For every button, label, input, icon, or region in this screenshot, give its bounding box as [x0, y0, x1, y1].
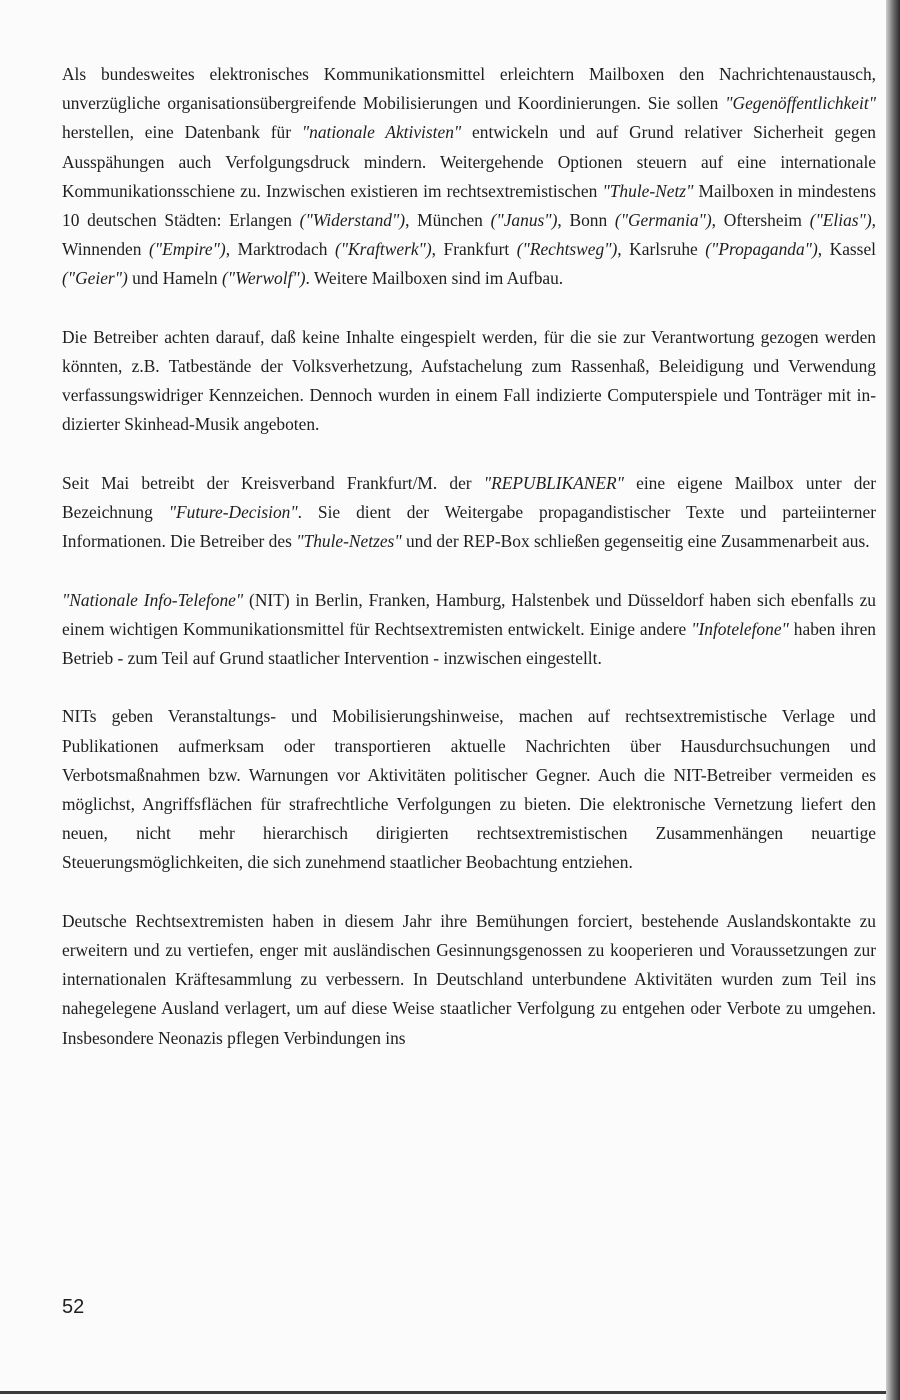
text-run: Mailboxen in mindestens 10 deutschen Städten: Erlangen [62, 180, 876, 231]
text-run: Deutsche Rechtsextremisten haben in diesem Jahr ihre Bemühungen forciert, bestehende Auslandskontakte zu erweitern und zu vertiefen, enger mit ausländischen Gesinnungsgenossen zu kooperieren und Voraussetzungen zur internationalen Kräftesammlung zu verbessern. In Deutschland unterbundene Aktivitäten wurden zum Teil ins nahegelegene Ausland verlagert, um auf diese Weise staatlicher Verfolgung zu entgehen oder Verbote zu umgehen. Insbesondere Neonazis pflegen Verbindungen ins [62, 910, 876, 1048]
paragraph [62, 702, 876, 877]
italic-text: "nationale Aktivisten" [301, 122, 462, 143]
italic-text: "Thule-Netz" [602, 180, 694, 201]
text-run: (NIT) in Berlin, Franken, Hamburg, Halstenbek und Düsseldorf haben sich ebenfalls zu einem wichtigen Kommunikationsmittel für Rechtsextremisten entwickelt. Einige andere [62, 589, 876, 639]
text-run: . Sie dient der Weitergabe propagandistischer Texte und parteiinterner Informationen. Die Betreiber des [62, 502, 876, 552]
text-run: entwickeln und auf Grund relativer Sicherheit gegen Ausspähungen auch Verfolgungsdruck mindern. Weitergehende Optionen steuern auf eine internationale Kommunikationsschiene zu. Inzwischen existieren im rechtsextremistischen [62, 122, 876, 201]
page-number: 52 [62, 1296, 85, 1318]
italic-text: ("Propaganda") [705, 239, 818, 260]
text-run: Seit Mai betreibt der Kreisverband Frankfurt/M. der [62, 472, 484, 493]
italic-text: "Future-Decision" [168, 502, 298, 523]
italic-text: ("Rechtsweg") [516, 239, 618, 260]
text-run: , Marktrodach [225, 239, 335, 260]
italic-text: ("Kraftwerk") [334, 239, 432, 260]
italic-text: "Thule-Netzes" [296, 531, 402, 552]
text-run: , Karlsruhe [617, 239, 706, 260]
italic-text: "REPUBLIKANER" [483, 472, 624, 493]
text-run: , Kassel [817, 239, 876, 260]
italic-text: ("Germania") [614, 210, 712, 231]
text-run: , Bonn [557, 210, 615, 231]
italic-text: ("Werwolf") [221, 268, 306, 289]
paragraph [62, 469, 876, 557]
text-run: , Winnenden [62, 210, 876, 260]
text-run: und der REP-Box schließen gegenseitig eine Zusammenarbeit aus. [401, 531, 870, 552]
italic-text: "Infotelefone" [691, 618, 789, 639]
paragraph [62, 907, 876, 1053]
body-text [62, 60, 876, 1053]
italic-text: ("Widerstand") [299, 210, 406, 231]
text-run: haben ihren Betrieb - zum Teil auf Grund staatlicher Intervention - inzwischen eingestellt. [62, 618, 876, 669]
text-run: , Oftersheim [711, 210, 810, 231]
italic-text: ("Elias") [809, 210, 872, 231]
paragraph [62, 60, 876, 294]
italic-text: ("Geier") [62, 268, 128, 289]
text-run: , München [405, 210, 491, 231]
text-run: herstellen, eine Datenbank für [62, 122, 302, 143]
text-run: NITs geben Veranstaltungs- und Mobilisierungshinweise, machen auf rechtsextremistische Verlage und Publikationen aufmerksam oder transportieren aktuelle Nachrichten über Hausdurchsuchungen und Verbotsmaßnahmen bzw. Warnungen vor Aktivitäten politischer Gegner. Auch die NIT-Betreiber vermeiden es möglichst, Angriffsflächen für strafrechtliche Verfolgungen zu bieten. Die elektronische Vernetzung liefert den neuen, nicht mehr hierarchisch dirigierten rechtsextremistischen Zusammenhängen neuartige Steuerungsmöglichkeiten, die sich zunehmend staatlicher Beobachtung entziehen. [62, 706, 876, 873]
text-run: . Weitere Mailboxen sind im Aufbau. [305, 268, 564, 289]
text-run: Als bundesweites elektronisches Kommunikationsmittel erleichtern Mailboxen den Nachrichtenaustausch, unverzügliche organisationsübergreifende Mobilisierungen und Koordinierungen. Sie sollen [62, 64, 876, 114]
text-run: Die Betreiber achten darauf, daß keine Inhalte eingespielt werden, für die sie zur Verantwortung gezogen werden könnten, z.B. Tatbestände der Volksverhetzung, Aufstachelung zum Rassenhaß, Beleidigung und Verwendung verfassungswidriger Kennzeichen. Dennoch wurden in einem Fall indizierte Computerspiele und Tonträger mit indizierter Skinhead-Musik angeboten. [62, 326, 876, 435]
text-run: eine eigene Mailbox unter der Bezeichnung [62, 472, 876, 523]
paragraph [62, 323, 876, 440]
italic-text: ("Empire") [148, 239, 226, 260]
italic-text: "Nationale Info-Telefone" [62, 589, 244, 610]
paragraph [62, 586, 876, 674]
italic-text: "Gegenöffentlichkeit" [725, 93, 876, 114]
scan-bottom-edge [0, 1391, 886, 1394]
italic-text: ("Janus") [490, 210, 558, 231]
text-run: und Hameln [127, 268, 222, 289]
text-run: , Frankfurt [431, 239, 517, 260]
scan-edge-shadow [886, 0, 900, 1400]
